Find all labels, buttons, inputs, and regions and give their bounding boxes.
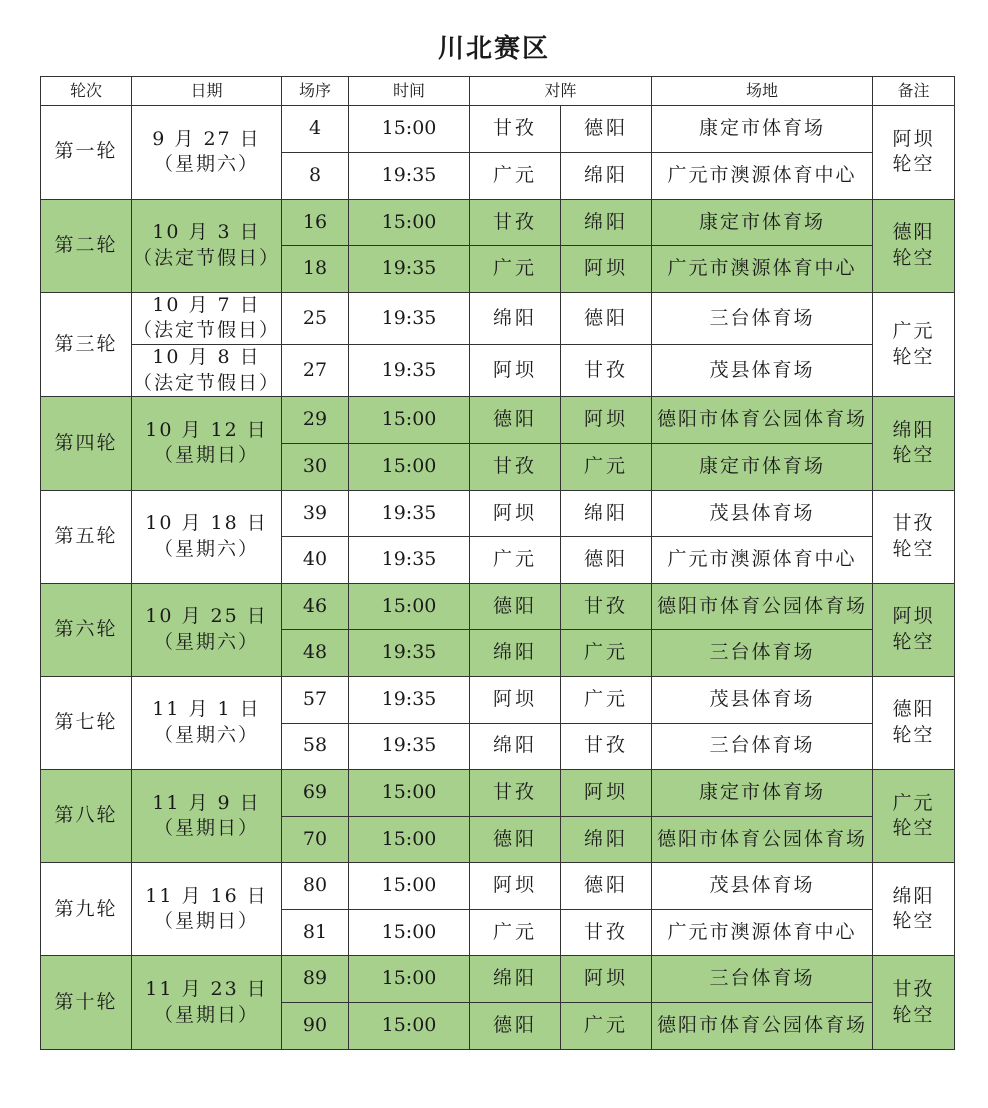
header-venue: 场地 — [652, 77, 873, 106]
table-row — [41, 345, 955, 397]
away-team-cell: 甘孜 — [561, 345, 652, 397]
home-team-cell: 德阳 — [470, 583, 561, 630]
table-row — [41, 490, 955, 537]
away-team-cell: 广元 — [561, 630, 652, 677]
time-cell: 15:00 — [349, 199, 470, 246]
note-cell — [873, 490, 955, 583]
time-cell: 15:00 — [349, 106, 470, 153]
bye-team-text: 广元 — [892, 791, 935, 814]
table-row — [41, 583, 955, 630]
note-cell — [873, 676, 955, 769]
home-team-cell: 绵阳 — [470, 292, 561, 344]
home-team-cell: 阿坝 — [470, 345, 561, 397]
venue-cell: 广元市澳源体育中心 — [652, 537, 873, 584]
venue-cell: 康定市体育场 — [652, 199, 873, 246]
bye-team-text: 德阳 — [892, 221, 935, 244]
round-group — [41, 292, 955, 397]
time-cell: 15:00 — [349, 397, 470, 444]
time-cell: 19:35 — [349, 292, 470, 344]
home-team-cell: 甘孜 — [470, 770, 561, 817]
home-team-cell: 绵阳 — [470, 723, 561, 770]
date-text: 11 月 1 日 — [152, 698, 261, 721]
bye-label-text: 轮空 — [892, 817, 935, 840]
time-cell: 19:35 — [349, 537, 470, 584]
time-cell: 19:35 — [349, 345, 470, 397]
match-no-cell: 25 — [282, 292, 349, 344]
note-cell — [873, 770, 955, 863]
round-cell: 第十轮 — [41, 956, 132, 1049]
time-cell: 15:00 — [349, 816, 470, 863]
date-cell — [132, 863, 282, 956]
round-cell: 第八轮 — [41, 770, 132, 863]
weekday-text: （星期六） — [153, 724, 259, 746]
away-team-cell: 阿坝 — [561, 770, 652, 817]
round-group — [41, 583, 955, 676]
venue-cell: 广元市澳源体育中心 — [652, 153, 873, 200]
table-row — [41, 956, 955, 1003]
venue-cell: 茂县体育场 — [652, 676, 873, 723]
header-match-no: 场序 — [282, 77, 349, 106]
bye-label-text: 轮空 — [892, 345, 935, 368]
date-text: 10 月 12 日 — [145, 418, 268, 441]
date-cell — [132, 956, 282, 1049]
away-team-cell: 甘孜 — [561, 723, 652, 770]
away-team-cell: 绵阳 — [561, 153, 652, 200]
home-team-cell: 德阳 — [470, 1003, 561, 1050]
away-team-cell: 甘孜 — [561, 909, 652, 956]
bye-label-text: 轮空 — [892, 910, 935, 933]
round-cell: 第四轮 — [41, 397, 132, 490]
home-team-cell: 甘孜 — [470, 106, 561, 153]
home-team-cell: 德阳 — [470, 816, 561, 863]
match-no-cell: 57 — [282, 676, 349, 723]
time-cell: 19:35 — [349, 676, 470, 723]
venue-cell: 茂县体育场 — [652, 490, 873, 537]
venue-cell: 康定市体育场 — [652, 106, 873, 153]
away-team-cell: 甘孜 — [561, 583, 652, 630]
date-cell — [132, 397, 282, 490]
away-team-cell: 阿坝 — [561, 397, 652, 444]
venue-cell: 三台体育场 — [652, 630, 873, 677]
bye-team-text: 甘孜 — [892, 511, 935, 534]
schedule-table — [40, 76, 955, 1050]
date-cell — [132, 770, 282, 863]
round-group — [41, 770, 955, 863]
date-text: 9 月 27 日 — [152, 127, 261, 150]
home-team-cell: 阿坝 — [470, 490, 561, 537]
away-team-cell: 广元 — [561, 443, 652, 490]
table-row — [41, 770, 955, 817]
home-team-cell: 广元 — [470, 153, 561, 200]
round-group — [41, 199, 955, 292]
venue-cell: 广元市澳源体育中心 — [652, 909, 873, 956]
venue-cell: 茂县体育场 — [652, 863, 873, 910]
match-no-cell: 4 — [282, 106, 349, 153]
date-text: 11 月 23 日 — [145, 977, 268, 1000]
round-cell: 第五轮 — [41, 490, 132, 583]
date-text: 11 月 16 日 — [145, 884, 268, 907]
table-row — [41, 863, 955, 910]
table-row — [41, 676, 955, 723]
match-no-cell: 18 — [282, 246, 349, 293]
bye-team-text: 广元 — [892, 319, 935, 342]
time-cell: 19:35 — [349, 246, 470, 293]
match-no-cell: 8 — [282, 153, 349, 200]
venue-cell: 三台体育场 — [652, 956, 873, 1003]
header-matchup: 对阵 — [470, 77, 652, 106]
date-text: 10 月 18 日 — [145, 511, 268, 534]
away-team-cell: 广元 — [561, 676, 652, 723]
date-cell — [132, 676, 282, 769]
match-no-cell: 80 — [282, 863, 349, 910]
weekday-text: （星期六） — [153, 630, 259, 653]
round-cell: 第二轮 — [41, 199, 132, 292]
venue-cell: 德阳市体育公园体育场 — [652, 583, 873, 630]
home-team-cell: 甘孜 — [470, 443, 561, 490]
weekday-text: （星期日） — [153, 817, 259, 840]
date-text: 10 月 3 日 — [152, 221, 261, 244]
round-cell: 第七轮 — [41, 676, 132, 769]
round-cell: 第九轮 — [41, 863, 132, 956]
away-team-cell: 德阳 — [561, 292, 652, 344]
time-cell: 15:00 — [349, 1003, 470, 1050]
header-round: 轮次 — [41, 77, 132, 106]
away-team-cell: 绵阳 — [561, 816, 652, 863]
time-cell: 15:00 — [349, 863, 470, 910]
match-no-cell: 81 — [282, 909, 349, 956]
venue-cell: 茂县体育场 — [652, 345, 873, 397]
note-cell — [873, 863, 955, 956]
time-cell: 19:35 — [349, 153, 470, 200]
bye-team-text: 阿坝 — [892, 127, 935, 150]
venue-cell: 康定市体育场 — [652, 770, 873, 817]
table-row — [41, 397, 955, 444]
venue-cell: 德阳市体育公园体育场 — [652, 1003, 873, 1050]
match-no-cell: 27 — [282, 345, 349, 397]
weekday-text: （星期日） — [153, 1003, 259, 1026]
date-cell — [132, 583, 282, 676]
match-no-cell: 69 — [282, 770, 349, 817]
table-row — [41, 106, 955, 153]
match-no-cell: 48 — [282, 630, 349, 677]
note-cell — [873, 397, 955, 490]
bye-label-text: 轮空 — [892, 1003, 935, 1026]
date-text: 10 月 8 日 — [152, 346, 261, 369]
bye-label-text: 轮空 — [892, 724, 935, 746]
note-cell — [873, 106, 955, 200]
bye-label-text: 轮空 — [892, 537, 935, 560]
weekday-text: （星期六） — [153, 153, 259, 176]
match-no-cell: 46 — [282, 583, 349, 630]
time-cell: 19:35 — [349, 723, 470, 770]
match-no-cell: 70 — [282, 816, 349, 863]
note-cell — [873, 199, 955, 292]
home-team-cell: 阿坝 — [470, 676, 561, 723]
time-cell: 15:00 — [349, 909, 470, 956]
header-date: 日期 — [132, 77, 282, 106]
weekday-text: （星期六） — [153, 537, 259, 560]
time-cell: 19:35 — [349, 490, 470, 537]
home-team-cell: 绵阳 — [470, 630, 561, 677]
bye-team-text: 甘孜 — [892, 977, 935, 1000]
bye-team-text: 绵阳 — [892, 418, 935, 441]
bye-team-text: 绵阳 — [892, 884, 935, 907]
time-cell: 15:00 — [349, 956, 470, 1003]
round-group — [41, 106, 955, 200]
date-cell — [132, 345, 282, 397]
venue-cell: 德阳市体育公园体育场 — [652, 397, 873, 444]
weekday-text: （星期日） — [153, 444, 259, 467]
weekday-text: （星期日） — [153, 910, 259, 933]
away-team-cell: 绵阳 — [561, 490, 652, 537]
time-cell: 15:00 — [349, 443, 470, 490]
header-note: 备注 — [873, 77, 955, 106]
match-no-cell: 39 — [282, 490, 349, 537]
venue-cell: 康定市体育场 — [652, 443, 873, 490]
note-cell — [873, 292, 955, 397]
table-row — [41, 199, 955, 246]
date-text: 10 月 25 日 — [145, 605, 268, 628]
home-team-cell: 阿坝 — [470, 863, 561, 910]
weekday-text: （法定节假日） — [132, 246, 280, 269]
home-team-cell: 德阳 — [470, 397, 561, 444]
away-team-cell: 德阳 — [561, 106, 652, 153]
round-group — [41, 863, 955, 956]
match-no-cell: 16 — [282, 199, 349, 246]
time-cell: 15:00 — [349, 583, 470, 630]
home-team-cell: 甘孜 — [470, 199, 561, 246]
date-cell — [132, 292, 282, 344]
bye-team-text: 德阳 — [892, 698, 935, 721]
table-row — [41, 292, 955, 344]
note-cell — [873, 583, 955, 676]
venue-cell: 三台体育场 — [652, 723, 873, 770]
away-team-cell: 绵阳 — [561, 199, 652, 246]
venue-cell: 德阳市体育公园体育场 — [652, 816, 873, 863]
date-text: 11 月 9 日 — [152, 791, 261, 814]
date-text: 10 月 7 日 — [152, 293, 261, 316]
header-row — [41, 77, 955, 106]
match-no-cell: 58 — [282, 723, 349, 770]
note-cell — [873, 956, 955, 1049]
away-team-cell: 德阳 — [561, 537, 652, 584]
away-team-cell: 阿坝 — [561, 956, 652, 1003]
away-team-cell: 阿坝 — [561, 246, 652, 293]
round-cell: 第六轮 — [41, 583, 132, 676]
match-no-cell: 29 — [282, 397, 349, 444]
round-cell: 第一轮 — [41, 106, 132, 200]
weekday-text: （法定节假日） — [132, 371, 280, 394]
home-team-cell: 绵阳 — [470, 956, 561, 1003]
home-team-cell: 广元 — [470, 909, 561, 956]
date-cell — [132, 106, 282, 200]
header-time: 时间 — [349, 77, 470, 106]
bye-label-text: 轮空 — [892, 630, 935, 653]
date-cell — [132, 199, 282, 292]
home-team-cell: 广元 — [470, 246, 561, 293]
venue-cell: 三台体育场 — [652, 292, 873, 344]
weekday-text: （法定节假日） — [132, 319, 280, 342]
date-cell — [132, 490, 282, 583]
round-group — [41, 956, 955, 1049]
match-no-cell: 90 — [282, 1003, 349, 1050]
time-cell: 15:00 — [349, 770, 470, 817]
home-team-cell: 广元 — [470, 537, 561, 584]
bye-label-text: 轮空 — [892, 246, 935, 269]
round-cell: 第三轮 — [41, 292, 132, 397]
round-group — [41, 397, 955, 490]
venue-cell: 广元市澳源体育中心 — [652, 246, 873, 293]
bye-label-text: 轮空 — [892, 444, 935, 467]
round-group — [41, 676, 955, 769]
match-no-cell: 30 — [282, 443, 349, 490]
away-team-cell: 广元 — [561, 1003, 652, 1050]
bye-label-text: 轮空 — [892, 153, 935, 176]
bye-team-text: 阿坝 — [892, 605, 935, 628]
away-team-cell: 德阳 — [561, 863, 652, 910]
round-group — [41, 490, 955, 583]
page-title: 川北赛区 — [437, 34, 550, 64]
time-cell: 19:35 — [349, 630, 470, 677]
match-no-cell: 40 — [282, 537, 349, 584]
match-no-cell: 89 — [282, 956, 349, 1003]
